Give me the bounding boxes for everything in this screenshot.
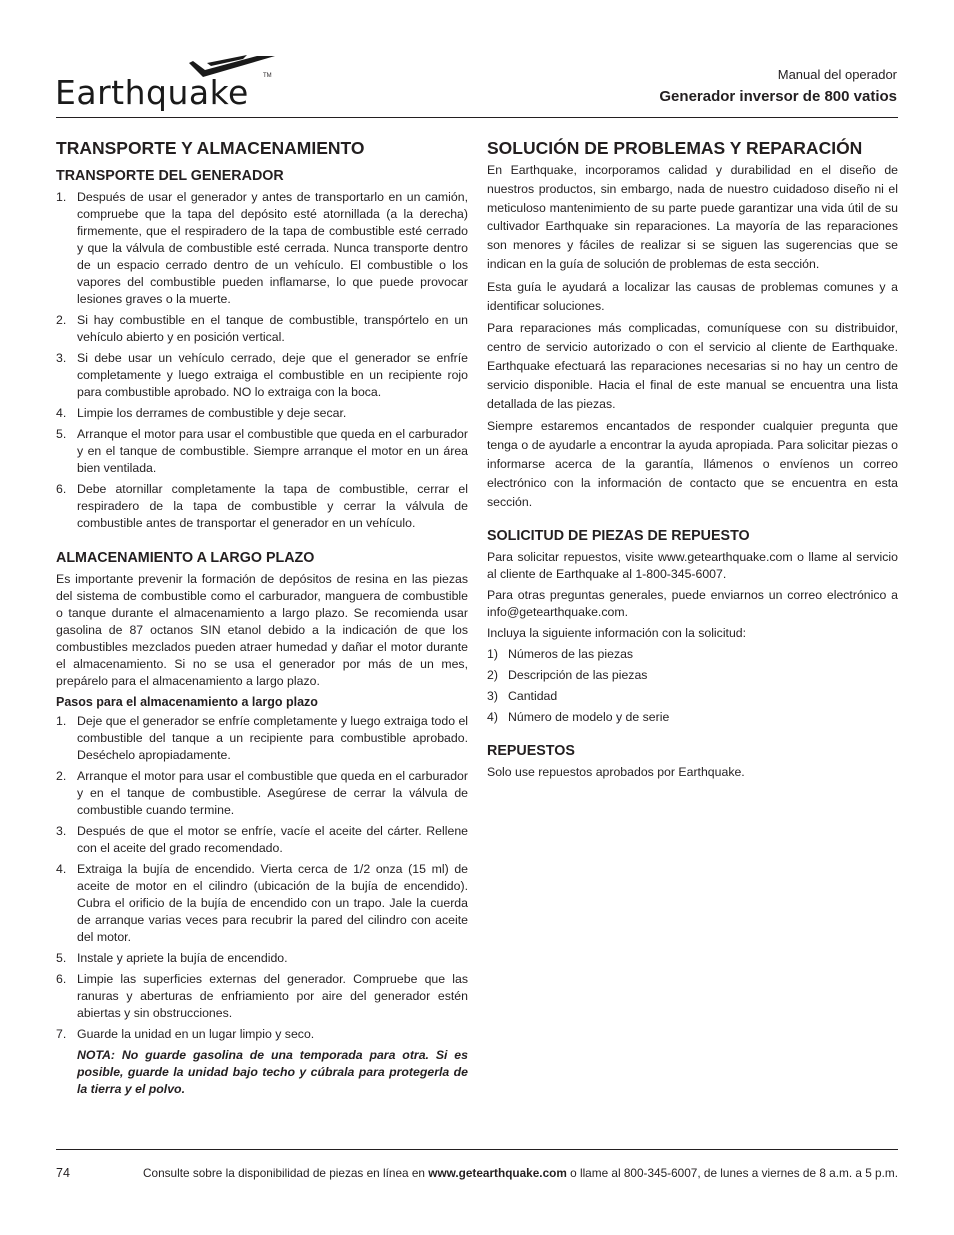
parts-paragraph: Incluya la siguiente información con la solicitud: — [487, 626, 747, 641]
list-item: 6. Debe atornillar completamente la tapa de combustible, cerrar el respiradero de la tapa de combustible y cerrar la válvula de combustible antes de transportar el generador en un vehículo. — [56, 482, 468, 530]
page-number: 74 — [56, 1166, 70, 1180]
footer-divider — [56, 1149, 898, 1150]
left-column — [56, 137, 468, 1098]
list-item: 4) Número de modelo y de serie — [487, 710, 670, 725]
section-title-transport-storage: TRANSPORTE Y ALMACENAMIENTO — [56, 138, 365, 158]
list-item: 3) Cantidad — [487, 689, 558, 704]
list-item: 5. Instale y apriete la bujía de encendido. — [56, 951, 288, 965]
troubleshooting-paragraph: Esta guía le ayudará a localizar las causas de problemas comunes y a identificar soluciones. — [487, 279, 898, 313]
troubleshooting-paragraph: Para reparaciones más complicadas, comuníquese con su distribuidor, centro de servicio autorizado o con el servicio al cliente de Earthquake. Earthquake efectuará las reparaciones necesarias si no hay un centro de servicio disponible. Hacia el final de este manual se encuentra una lista detallada de las piezas. — [487, 321, 898, 411]
heading-long-term-storage: ALMACENAMIENTO A LARGO PLAZO — [56, 550, 315, 566]
logo-wordmark: Earthquake — [55, 73, 249, 112]
heading-transport: TRANSPORTE DEL GENERADOR — [56, 168, 284, 184]
storage-note: NOTA: No guarde gasolina de una temporada para otra. Si es posible, guarde la unidad bajo techo y cúbrala para protegerla de la tierra y el polvo. — [77, 1048, 468, 1096]
parts-paragraph: Para otras preguntas generales, puede enviarnos un correo electrónico a info@getearthquake.com. — [487, 588, 898, 620]
trademark-mark: TM — [263, 73, 272, 79]
earthquake-logo — [55, 53, 277, 115]
parts-info-list — [487, 646, 898, 726]
list-item: 1) Números de las piezas — [487, 647, 634, 662]
list-item: 2) Descripción de las piezas — [487, 668, 648, 683]
heading-parts-request: SOLICITUD DE PIEZAS DE REPUESTO — [487, 528, 750, 545]
heading-replacements: REPUESTOS — [487, 743, 575, 760]
heading-storage-steps: Pasos para el almacenamiento a largo plazo — [56, 695, 318, 709]
replacements-text: Solo use repuestos aprobados por Earthquake. — [487, 765, 745, 780]
footer-contact: Consulte sobre la disponibilidad de piezas en línea en www.getearthquake.com o llame al 800-345-6007, de lunes a viernes de 8 a.m. a 5 p.m. — [142, 1166, 898, 1180]
section-title-troubleshooting: SOLUCIÓN DE PROBLEMAS Y REPARACIÓN — [487, 138, 863, 158]
troubleshooting-paragraph: Siempre estaremos encantados de responder cualquier pregunta que tenga o de ayudarle a encontrar la ayuda apropiada. Para solicitar piezas o informarse acerca de la garantía, llámenos o envíenos un correo electrónico con la información de contacto que se encuentra en esta sección. — [487, 419, 898, 509]
list-item: 2. Arranque el motor para usar el combustible que queda en el carburador y en el tanque de combustible. Asegúrese de cerrar la válvula de combustible cuando termine. — [56, 769, 468, 817]
product-title: Generador inversor de 800 vatios — [659, 88, 897, 105]
right-column — [487, 137, 898, 785]
list-item: 4. Extraiga la bujía de encendido. Vierta cerca de 1/2 onza (15 ml) de aceite de motor en el cilindro (ubicación de la bujía de encendido). Cubra el orificio de la bujía de encendido con un trapo. Jale la cuerda de arranque varias veces para recubrir la pared del cilindro con aceite del motor. — [56, 862, 468, 944]
storage-intro: Es importante prevenir la formación de depósitos de resina en las piezas del sistema de combustible como el carburador, manguera de combustible o tanque durante el almacenamiento a largo plazo. Se recomienda usar gasolina de 87 octanos SIN etanol debido a la indicación de que los combustibles mezclados pueden atraer humedad y dañar el motor durante el almacenamiento. Si no se usa el generador por más de un mes, prepárelo para el almacenamiento a largo plazo. — [56, 572, 468, 688]
list-item: 5. Arranque el motor para usar el combustible que queda en el carburador y en el tanque de combustible. Siempre arranque el motor en un área bien ventilada. — [56, 427, 468, 475]
transport-steps-list — [56, 189, 468, 532]
list-item: 1. Después de usar el generador y antes de transportarlo en un camión, compruebe que la tapa del depósito esté atornillada (a la derecha) firmemente, que el respiradero de la tapa de combustible esté cerrado y que la válvula de combustible esté cerrada. Nunca transporte dentro de un espacio cerrado dentro de un vehículo. El combustible o los vapores del combustible pueden inflamarse, lo que puede provocar lesiones graves o la muerte. — [56, 190, 468, 306]
list-item: 6. Limpie las superficies externas del generador. Compruebe que las ranuras y aberturas de enfriamiento por aire del generador estén abiertas y sin obstrucciones. — [56, 972, 468, 1020]
list-item: 1. Deje que el generador se enfríe completamente y luego extraiga todo el combustible del tanque a un recipiente para combustible aprobado. Deséchelo apropiadamente. — [56, 714, 469, 762]
parts-paragraph: Para solicitar repuestos, visite www.getearthquake.com o llame al servicio al cliente de Earthquake al 1-800-345-6007. — [487, 550, 898, 582]
list-item: 3. Si debe usar un vehículo cerrado, deje que el generador se enfríe completamente y luego extraiga el combustible en un recipiente rojo para combustible aprobado. NO lo extraiga con la boca. — [56, 351, 468, 399]
manual-label: Manual del operador — [777, 67, 897, 82]
header-divider — [56, 117, 898, 118]
list-item: 7. Guarde la unidad en un lugar limpio y seco. — [56, 1027, 315, 1041]
troubleshooting-paragraph: En Earthquake, incorporamos calidad y durabilidad en el diseño de nuestros productos, sin embargo, nada de nuestro cuidadoso diseño ni el meticuloso mantenimiento de su parte puede garantizar una vida útil de su cultivador Earthquake sin reparaciones. La mayoría de las reparaciones son menores y fáciles de realizar si se siguen las sugerencias que se indican en la guía de solución de problemas de esta sección. — [487, 163, 898, 271]
list-item: 4. Limpie los derrames de combustible y deje secar. — [56, 406, 347, 420]
website-link[interactable]: www.getearthquake.com — [428, 1166, 567, 1180]
list-item: 2. Si hay combustible en el tanque de combustible, transpórtelo en un vehículo abierto y en posición vertical. — [56, 313, 468, 344]
list-item: 3. Después de que el motor se enfríe, vacíe el aceite del cárter. Rellene con el aceite del grado recomendado. — [56, 824, 468, 855]
storage-steps-list — [56, 713, 468, 1043]
